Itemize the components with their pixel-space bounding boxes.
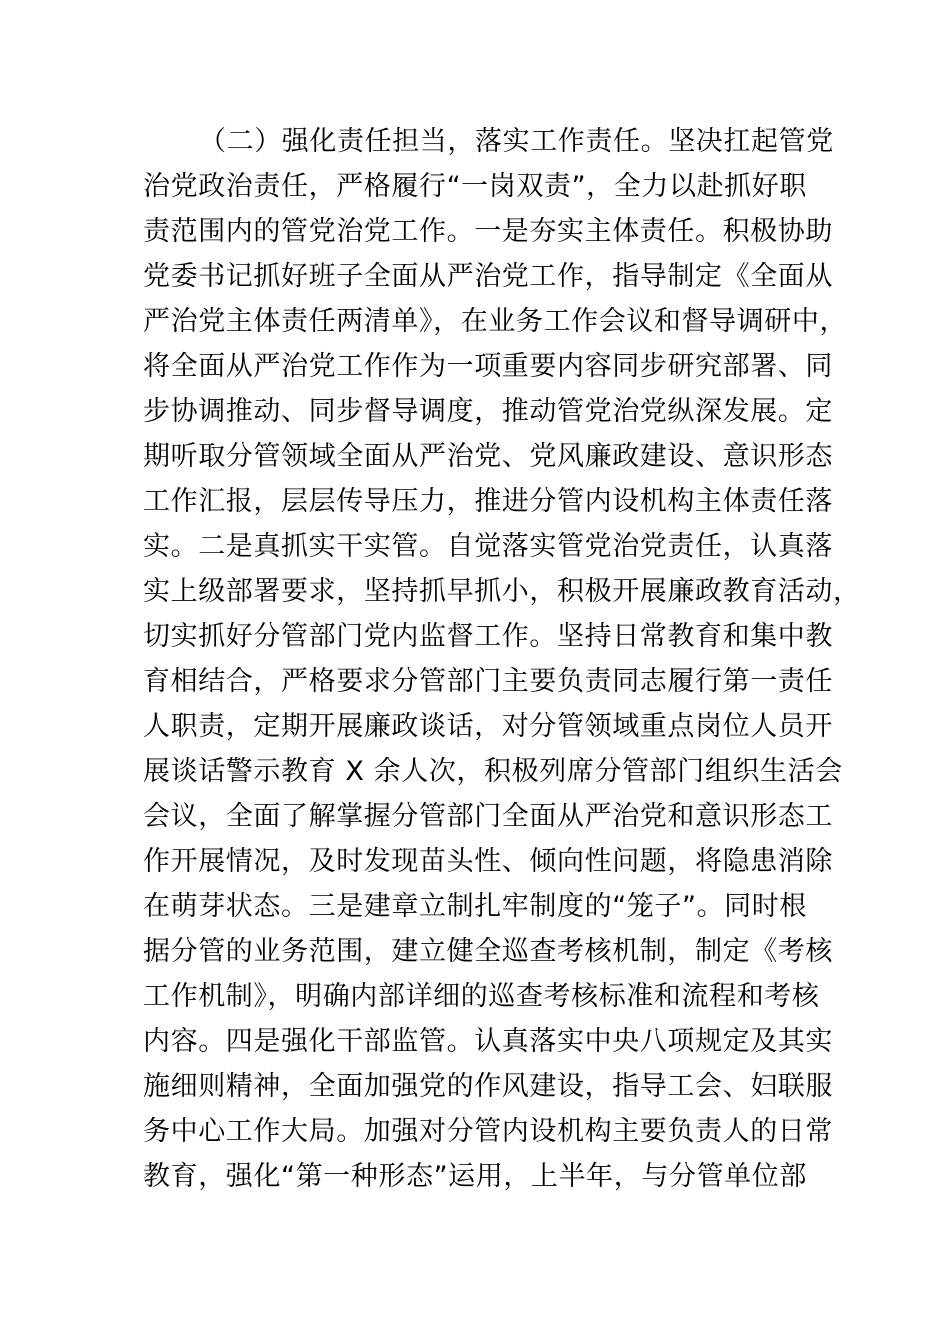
text-line: 治党政治责任，严格履行“一岗双责”，全力以赴抓好职 [143,171,807,202]
text-line: 育相结合，严格要求分管部门主要负责同志履行第一责任 [143,666,833,697]
text-line: 内容。四是强化干部监管。认真落实中央八项规定及其实 [143,1026,833,1057]
text-line: 实。二是真抓实干实管。自觉落实管党治党责任，认真落 [143,531,833,562]
text-line: 作开展情况，及时发现苗头性、倾向性问题，将隐患消除 [143,846,833,877]
text-line: 党委书记抓好班子全面从严治党工作，指导制定《全面从 [143,261,833,292]
text-line: 责范围内的管党治党工作。一是夯实主体责任。积极协助 [143,216,833,247]
text-line: 工作机制》，明确内部详细的巡查考核标准和流程和考核 [143,981,820,1012]
text-line: 将全面从严治党工作作为一项重要内容同步研究部署、同 [143,351,833,382]
text-line: 务中心工作大局。加强对分管内设机构主要负责人的日常 [143,1116,833,1147]
text-line: 展谈话警示教育 X 余人次，积极列席分管部门组织生活会 [143,756,843,787]
body-text [143,119,861,1199]
text-line: 切实抓好分管部门党内监督工作。坚持日常教育和集中教 [143,621,833,652]
text-line: （二）强化责任担当，落实工作责任。坚决扛起管党 [199,126,834,157]
text-line: 在萌芽状态。三是建章立制扎牢制度的“笼子”。同时根 [143,891,807,922]
text-line: 期听取分管领域全面从严治党、党风廉政建设、意识形态 [143,441,833,472]
text-line: 严治党主体责任两清单》，在业务工作会议和督导调研中， [143,306,848,337]
text-line: 会议，全面了解掌握分管部门全面从严治党和意识形态工 [143,801,833,832]
text-line: 步协调推动、同步督导调度，推动管党治党纵深发展。定 [143,396,833,427]
text-line: 人职责，定期开展廉政谈话，对分管领域重点岗位人员开 [143,711,833,742]
text-line: 施细则精神，全面加强党的作风建设，指导工会、妇联服 [143,1071,833,1102]
text-line: 实上级部署要求，坚持抓早抓小，积极开展廉政教育活动， [143,576,861,607]
text-line: 工作汇报，层层传导压力，推进分管内设机构主体责任落 [143,486,833,517]
text-line: 教育，强化“第一种形态”运用，上半年，与分管单位部 [143,1161,807,1192]
text-line: 据分管的业务范围，建立健全巡查考核机制，制定《考核 [143,936,833,967]
